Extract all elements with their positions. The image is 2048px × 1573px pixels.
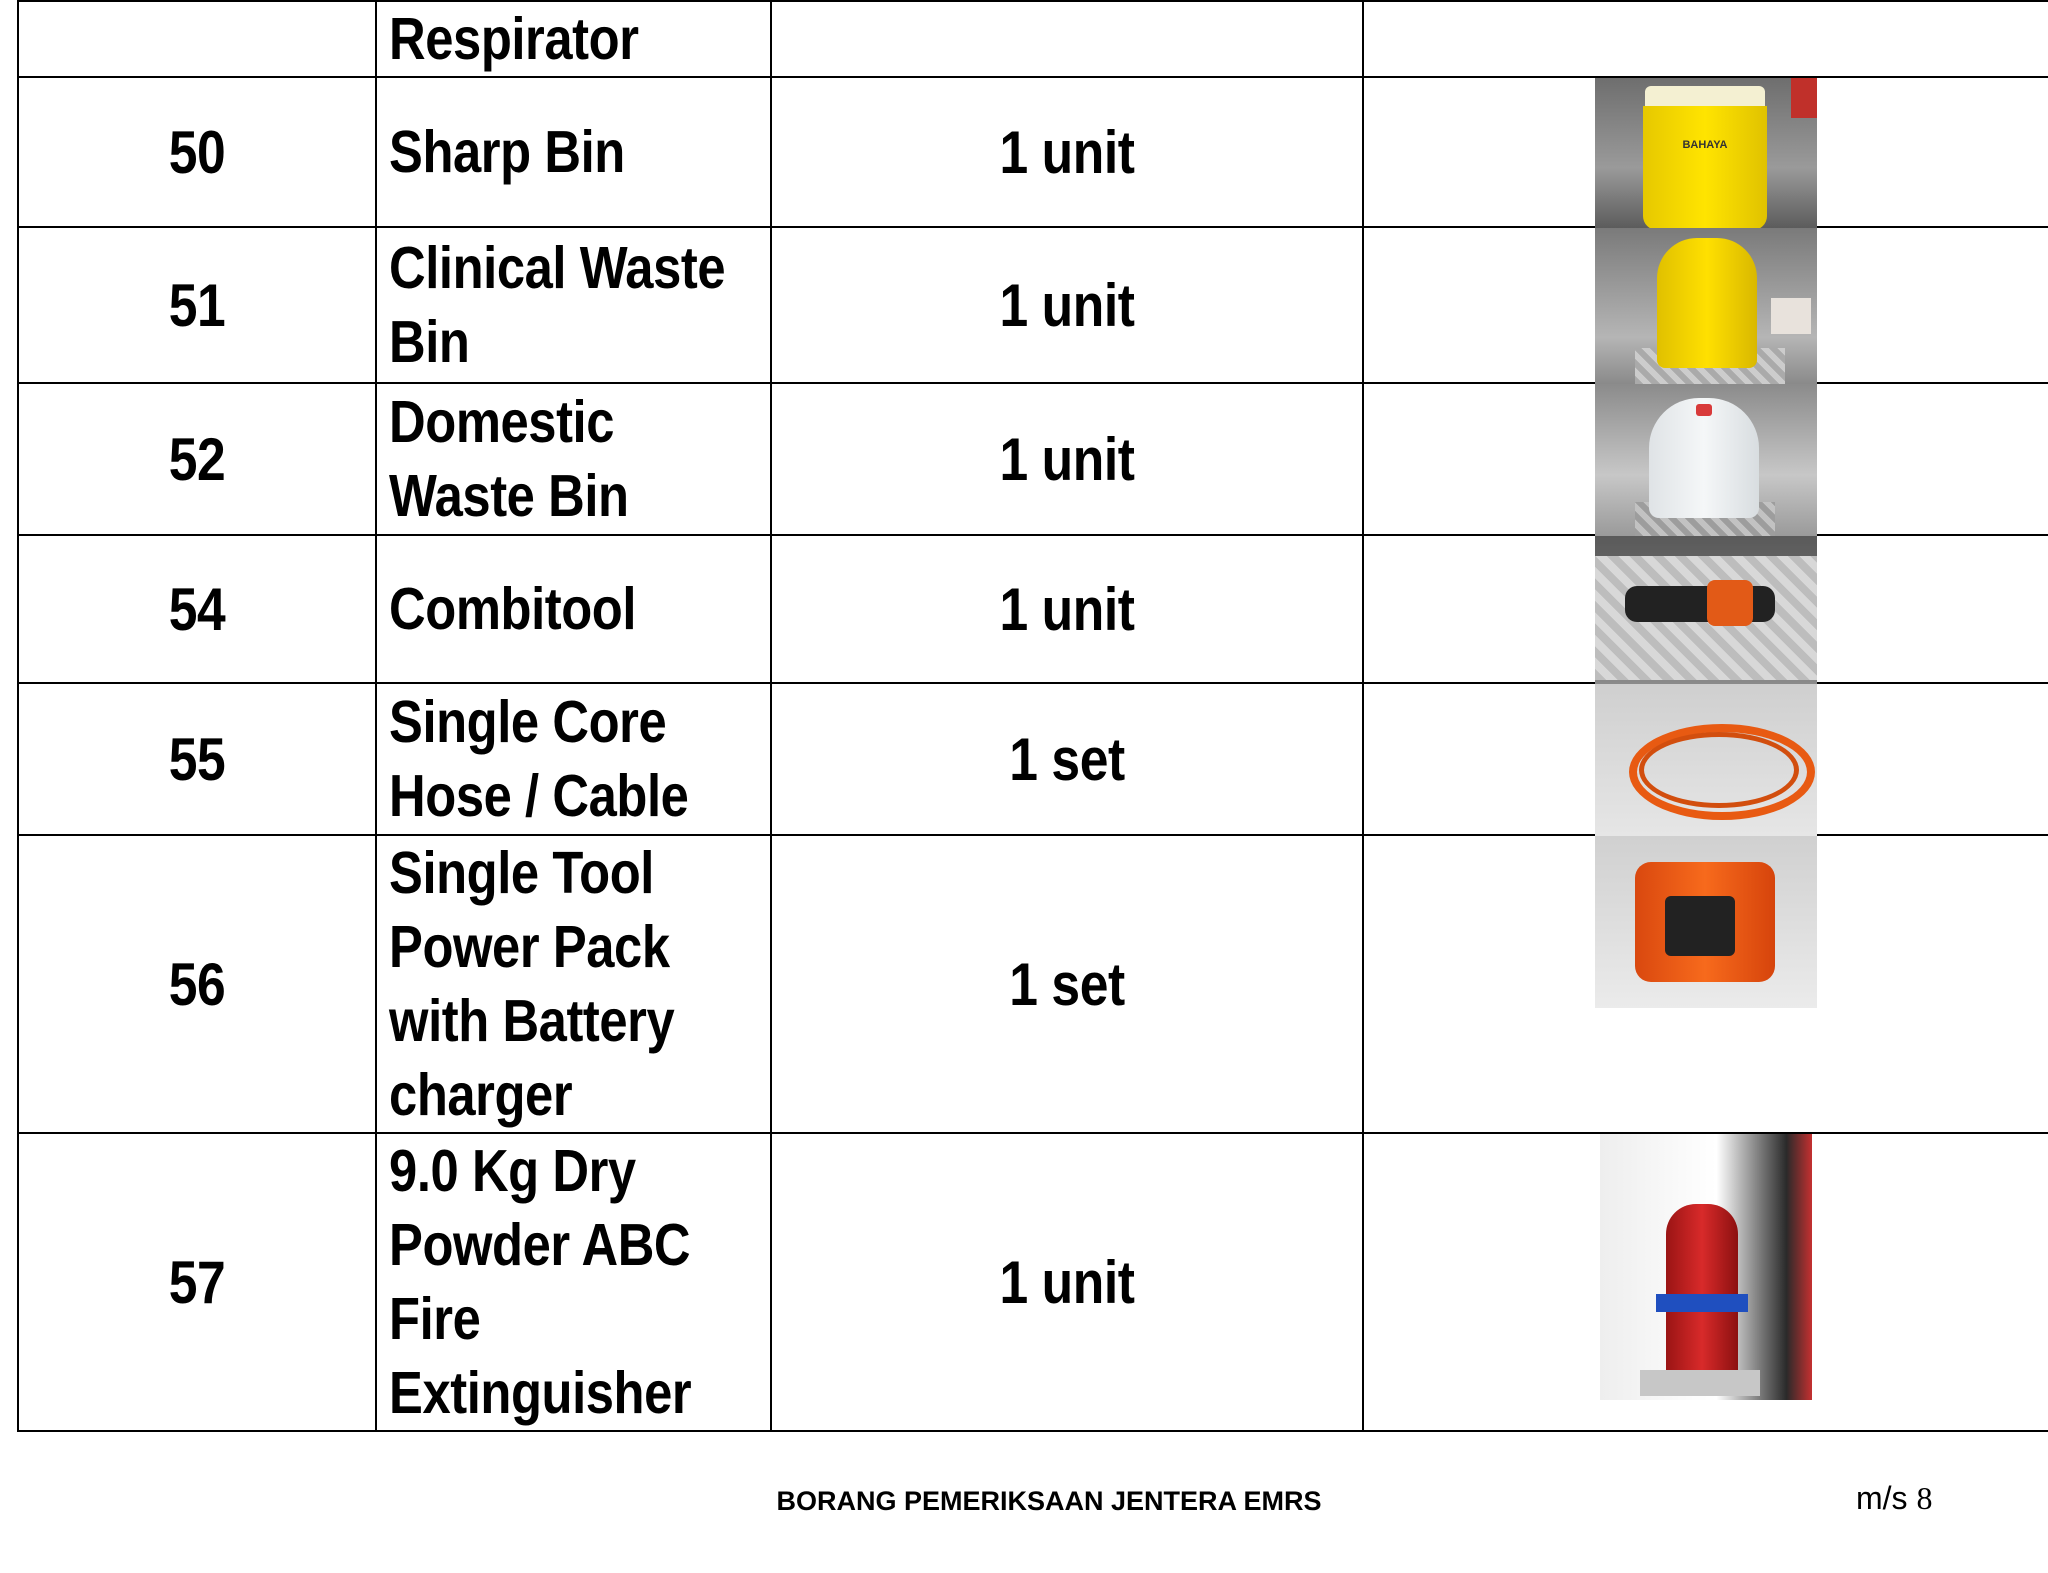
item-name-cell xyxy=(376,1133,771,1431)
item-name-line: Domestic xyxy=(389,389,615,455)
table-row xyxy=(18,535,2048,683)
item-name-cell xyxy=(376,683,771,835)
hose-cable-photo xyxy=(1595,684,1817,836)
quantity: 1 unit xyxy=(812,1133,1321,1431)
photo-cell xyxy=(1363,383,2048,535)
inspection-table xyxy=(17,0,2048,1432)
item-name-line: Hose / Cable xyxy=(389,763,689,829)
page-number xyxy=(1856,1480,1932,1517)
item-name-cell xyxy=(376,77,771,227)
item-name-line: Bin xyxy=(389,309,470,375)
item-name-line: Powder ABC xyxy=(389,1212,691,1278)
photo-cell xyxy=(1363,1133,2048,1431)
table-row xyxy=(18,1,2048,77)
clinical-waste-bin-photo xyxy=(1595,228,1817,384)
item-name-line: Respirator xyxy=(389,6,639,72)
row-number: 52 xyxy=(43,383,351,535)
item-name-line: Fire xyxy=(389,1286,481,1352)
quantity: 1 unit xyxy=(812,535,1321,683)
row-number xyxy=(43,1,351,77)
row-number: 50 xyxy=(43,77,351,227)
quantity: 1 unit xyxy=(812,383,1321,535)
item-name-line: Combitool xyxy=(389,576,637,642)
quantity xyxy=(812,1,1321,77)
item-name-cell xyxy=(376,835,771,1133)
inspection-table-container xyxy=(17,0,2048,1432)
quantity: 1 unit xyxy=(812,227,1321,383)
item-name-line: with Battery xyxy=(389,988,675,1054)
item-name-cell xyxy=(376,383,771,535)
row-number: 51 xyxy=(43,227,351,383)
footer-title: BORANG PEMERIKSAAN JENTERA EMRS xyxy=(776,1486,1322,1516)
quantity: 1 set xyxy=(812,683,1321,835)
item-name-line: Single Tool xyxy=(389,840,654,906)
power-pack-photo xyxy=(1595,836,1817,1008)
row-number: 57 xyxy=(43,1133,351,1431)
sharp-bin-photo xyxy=(1595,78,1817,228)
item-name-line: Power Pack xyxy=(389,914,670,980)
photo-cell xyxy=(1363,1,2048,77)
table-row xyxy=(18,835,2048,1133)
table-row xyxy=(18,1133,2048,1431)
fire-extinguisher-photo xyxy=(1600,1134,1812,1400)
photo-cell xyxy=(1363,77,2048,227)
item-name-cell xyxy=(376,1,771,77)
item-name-line: Waste Bin xyxy=(389,463,629,529)
page-number-value: 8 xyxy=(1916,1480,1933,1516)
item-name-line: Single Core xyxy=(389,689,667,755)
photo-cell xyxy=(1363,683,2048,835)
table-row xyxy=(18,77,2048,227)
domestic-waste-bin-photo xyxy=(1595,384,1817,536)
row-number: 56 xyxy=(43,835,351,1133)
item-name-line: Extinguisher xyxy=(389,1360,692,1426)
page-prefix: m/s xyxy=(1856,1480,1908,1516)
quantity: 1 unit xyxy=(812,77,1321,227)
combitool-photo xyxy=(1595,536,1817,684)
item-name-cell xyxy=(376,535,771,683)
item-name-cell xyxy=(376,227,771,383)
photo-label: BAHAYA xyxy=(1682,139,1728,151)
photo-cell xyxy=(1363,535,2048,683)
table-row xyxy=(18,227,2048,383)
item-name-line: charger xyxy=(389,1062,573,1128)
table-row xyxy=(18,383,2048,535)
item-name-line: Clinical Waste xyxy=(389,235,726,301)
quantity: 1 set xyxy=(812,835,1321,1133)
item-name-line: 9.0 Kg Dry xyxy=(389,1138,636,1204)
photo-cell xyxy=(1363,835,2048,1133)
table-row xyxy=(18,683,2048,835)
row-number: 54 xyxy=(43,535,351,683)
item-name-line: Sharp Bin xyxy=(389,119,625,185)
row-number: 55 xyxy=(43,683,351,835)
photo-cell xyxy=(1363,227,2048,383)
